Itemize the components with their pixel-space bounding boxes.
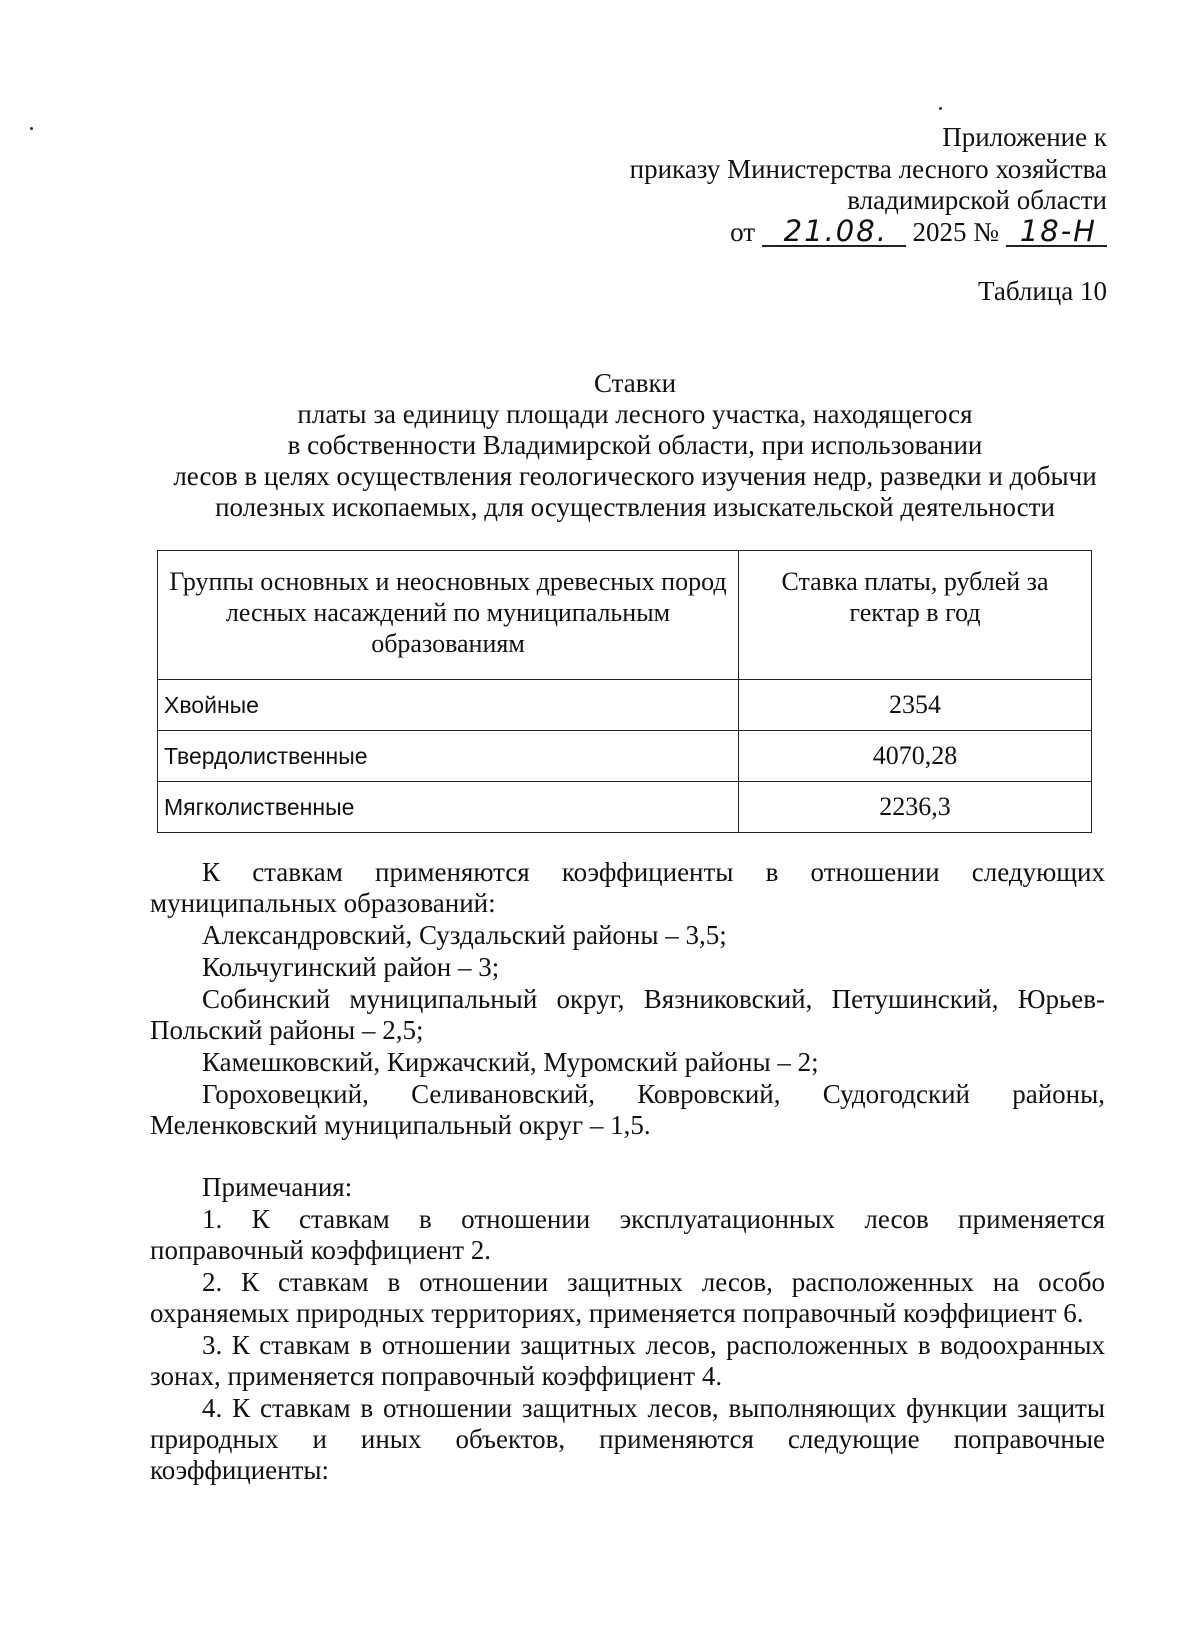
table-number: Таблица 10	[978, 276, 1107, 306]
rates-table	[157, 550, 1092, 833]
coefficient-item: Собинский муниципальный округ, Вязниковский, Петушинский, Юрьев-Польский районы – 2,5;	[150, 984, 1105, 1045]
order-date-line	[630, 213, 1107, 249]
coefficient-item: Камешковский, Киржачский, Муромский районы – 2;	[202, 1047, 819, 1077]
note-item: 2. К ставкам в отношении защитных лесов, расположенных на особо охраняемых природных территориях, применяется поправочный коэффициент 6.	[150, 1267, 1105, 1328]
document-title	[150, 368, 1120, 523]
appendix-line-3: владимирской области	[847, 185, 1107, 215]
notes-title: Примечания:	[202, 1172, 353, 1202]
coefficient-item: Гороховецкий, Селивановский, Ковровский, Судогодский районы, Меленковский муниципальный округ – 1,5.	[150, 1079, 1105, 1140]
appendix-header	[630, 122, 1107, 248]
title-line-1: Ставки	[593, 368, 677, 398]
column-header-rate: Ставка платы, рублей за гектар в год	[739, 551, 1092, 680]
row-rate-value: 2236,3	[739, 782, 1092, 833]
title-line-4: лесов в целях осуществления геологического изучения недр, разведки и добычи	[173, 461, 1097, 491]
handwritten-order-number: 18-Н	[1006, 217, 1107, 247]
note-item: 3. К ставкам в отношении защитных лесов, расположенных в водоохранных зонах, применяется поправочный коэффициент 4.	[150, 1330, 1105, 1391]
note-item: 4. К ставкам в отношении защитных лесов, выполняющих функции защиты природных и иных объектов, применяются следующие поправочные коэффициенты:	[150, 1393, 1105, 1485]
table-header-row	[158, 551, 1092, 680]
title-line-3: в собственности Владимирской области, при использовании	[287, 430, 983, 460]
row-group-name: Твердолиственные	[158, 731, 739, 782]
row-rate-value: 4070,28	[739, 731, 1092, 782]
row-rate-value: 2354	[739, 680, 1092, 731]
coefficient-item: Кольчугинский район – 3;	[202, 952, 500, 982]
scan-speck	[30, 127, 33, 130]
scan-speck	[939, 107, 942, 110]
table-row	[158, 731, 1092, 782]
column-header-groups: Группы основных и неосновных древесных пород лесных насаждений по муниципальным образованиям	[158, 551, 739, 680]
table-row	[158, 782, 1092, 833]
handwritten-date: 21.08.	[762, 217, 906, 247]
title-line-5: полезных ископаемых, для осуществления изыскательской деятельности	[215, 492, 1055, 522]
date-prefix: от	[730, 216, 756, 247]
row-group-name: Хвойные	[158, 680, 739, 731]
note-item: 1. К ставкам в отношении эксплуатационных лесов применяется поправочный коэффициент 2.	[150, 1204, 1105, 1265]
title-line-2: платы за единицу площади лесного участка, находящегося	[297, 399, 973, 429]
document-body	[150, 857, 1105, 1487]
coefficient-item: Александровский, Суздальский районы – 3,5;	[202, 920, 727, 950]
coefficients-intro: К ставкам применяются коэффициенты в отношении следующих муниципальных образований:	[150, 857, 1105, 918]
year-label: 2025 №	[912, 216, 1000, 247]
appendix-line-2: приказу Министерства лесного хозяйства	[629, 153, 1107, 184]
row-group-name: Мягколиственные	[158, 782, 739, 833]
appendix-line-1: Приложение к	[942, 122, 1107, 152]
table-row	[158, 680, 1092, 731]
